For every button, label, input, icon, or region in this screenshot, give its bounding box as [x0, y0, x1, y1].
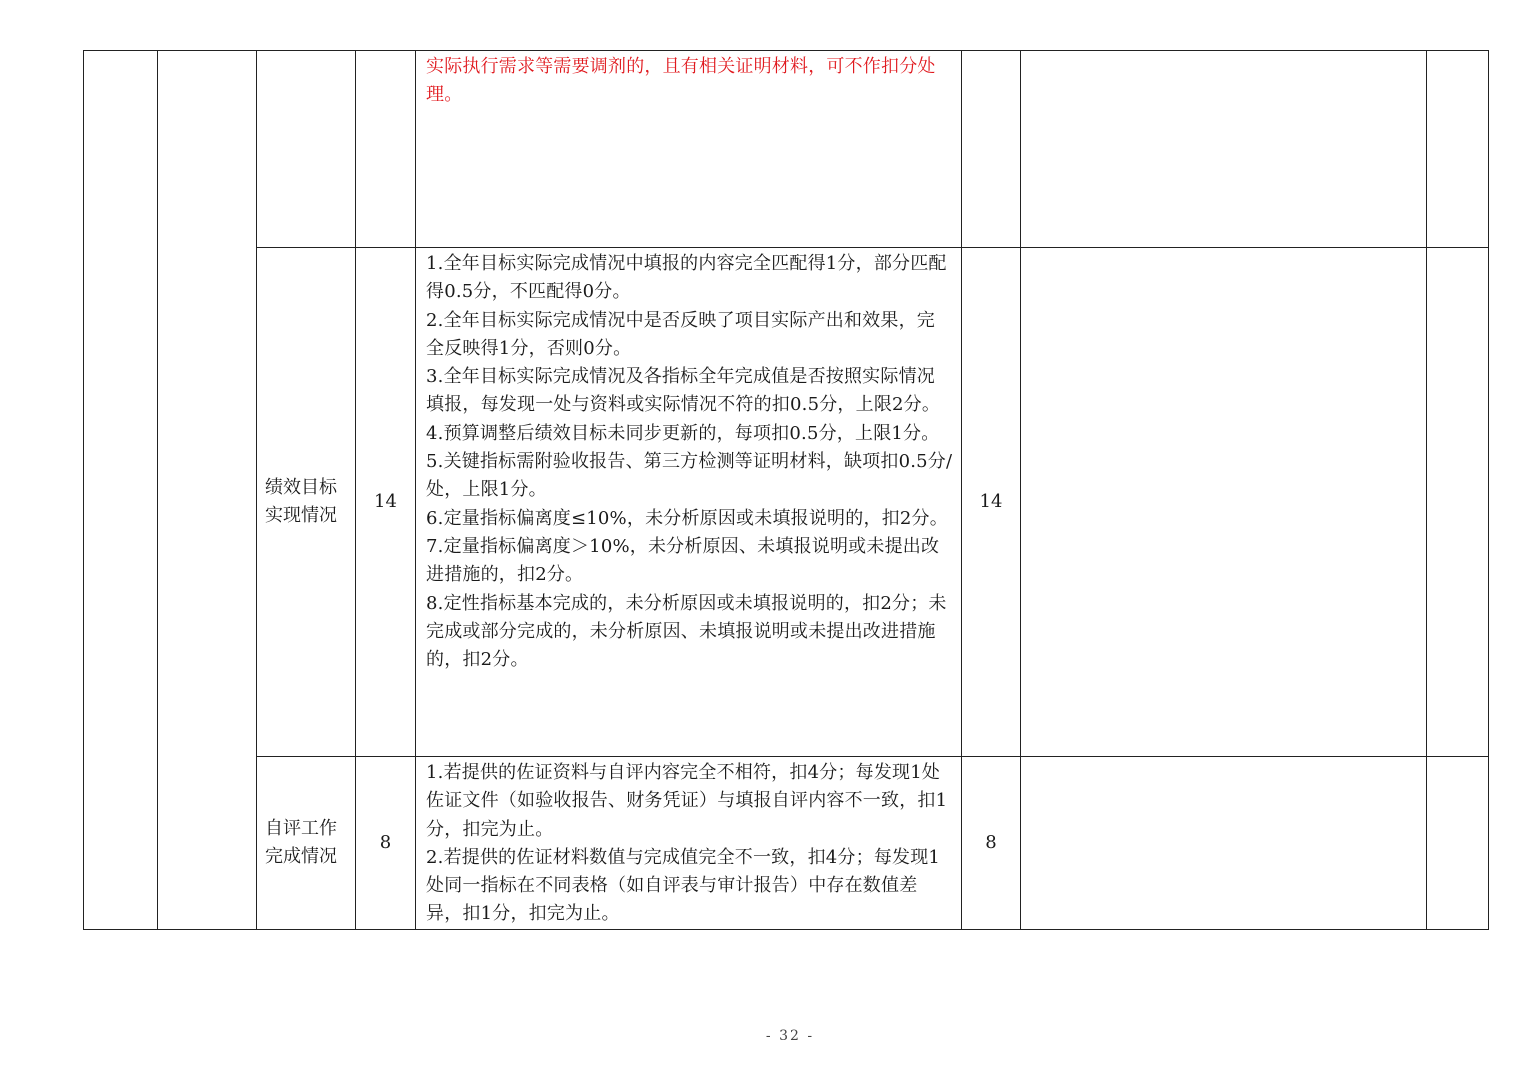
standard-item: 1.若提供的佐证资料与自评内容完全不相符，扣4分；每发现1处佐证文件（如验收报告、财务凭证）与填报自评内容不一致，扣1分，扣完为止。 [426, 762, 948, 840]
indicator-cell: 自评工作完成情况 [257, 757, 356, 930]
weight-cell: 8 [356, 757, 416, 930]
standard-item: 2.若提供的佐证材料数值与完成值完全不一致，扣4分；每发现1处同一指标在不同表格（如自评表与审计报告）中存在数值差异，扣1分，扣完为止。 [426, 846, 941, 925]
page-number: - 32 - [765, 1028, 815, 1044]
indicator-cell [257, 51, 356, 248]
note-cell [1021, 757, 1427, 930]
standard-item: 5.关键指标需附验收报告、第三方检测等证明材料，缺项扣0.5分/处，上限1分。 [426, 451, 953, 501]
weight-cell: 14 [356, 248, 416, 757]
extra-cell [1427, 248, 1489, 757]
score-cell [962, 51, 1021, 248]
standard-item: 1.全年目标实际完成情况中填报的内容完全匹配得1分，部分匹配得0.5分，不匹配得0分。 [426, 253, 947, 303]
table-row-performance-goal [84, 248, 1489, 757]
standard-item: 8.定性指标基本完成的，未分析原因或未填报说明的，扣2分；未完成或部分完成的，未分析原因、未填报说明或未提出改进措施的，扣2分。 [426, 592, 947, 671]
extra-cell [1427, 51, 1489, 248]
standard-item: 4.预算调整后绩效目标未同步更新的，每项扣0.5分，上限1分。 [426, 422, 940, 444]
score-cell: 14 [962, 248, 1021, 757]
standard-item: 实际执行需求等需要调剂的，且有相关证明材料，可不作扣分处理。 [426, 56, 936, 106]
standard-item: 2.全年目标实际完成情况中是否反映了项目实际产出和效果，完全反映得1分，否则0分。 [426, 309, 935, 359]
level2-category-cell [158, 51, 257, 930]
table-row-self-evaluation [84, 757, 1489, 930]
table-row-continued [84, 51, 1489, 248]
indicator-cell: 绩效目标实现情况 [257, 248, 356, 757]
standard-item: 7.定量指标偏离度＞10%，未分析原因、未填报说明或未提出改进措施的，扣2分。 [426, 535, 940, 586]
note-cell [1021, 51, 1427, 248]
extra-cell [1427, 757, 1489, 930]
note-cell [1021, 248, 1427, 757]
evaluation-table [83, 50, 1489, 930]
standard-cell [416, 51, 962, 248]
score-cell: 8 [962, 757, 1021, 930]
standard-cell [416, 757, 962, 930]
level1-category-cell [84, 51, 158, 930]
standard-item: 6.定量指标偏离度≤10%，未分析原因或未填报说明的，扣2分。 [426, 507, 948, 529]
standard-cell [416, 248, 962, 757]
weight-cell [356, 51, 416, 248]
standard-item: 3.全年目标实际完成情况及各指标全年完成值是否按照实际情况填报，每发现一处与资料或实际情况不符的扣0.5分，上限2分。 [426, 366, 941, 416]
